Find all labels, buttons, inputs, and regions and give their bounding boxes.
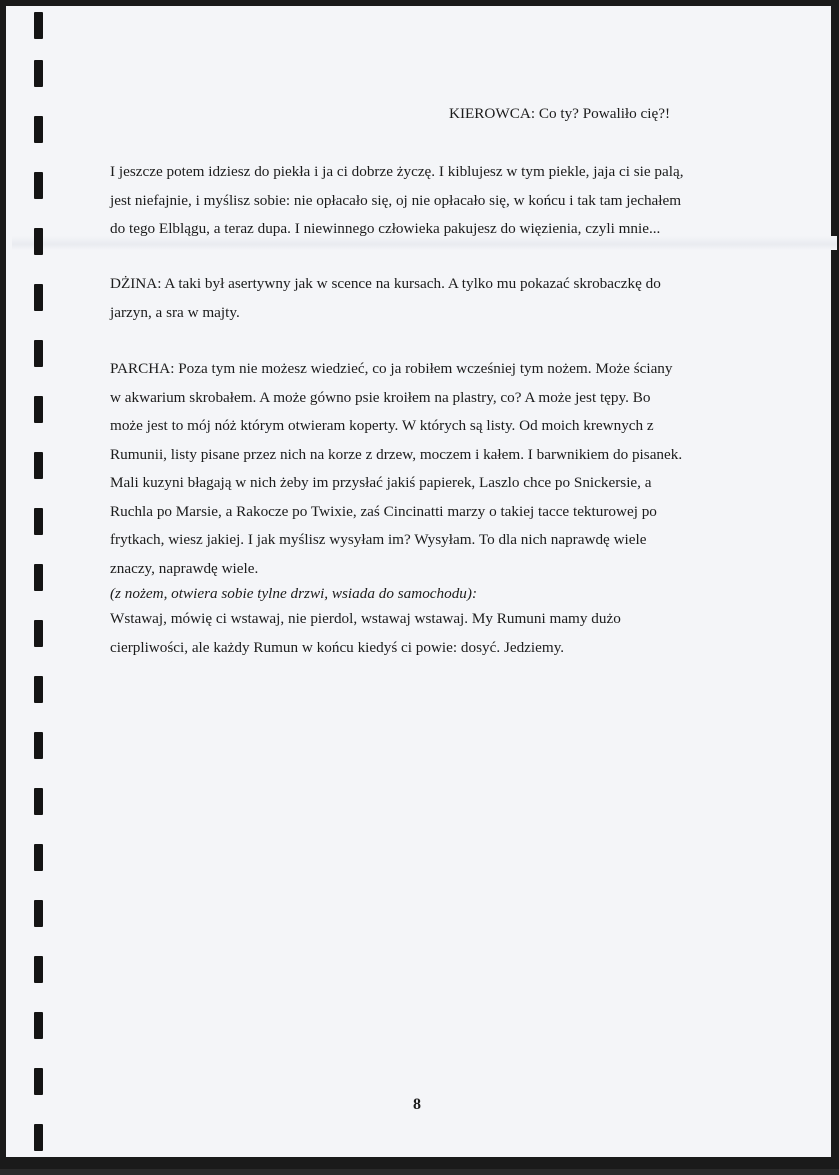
- text-line: Wstawaj, mówię ci wstawaj, nie pierdol, wstawaj wstawaj. My Rumuni mamy dużo: [110, 610, 621, 627]
- text-line: I jeszcze potem idziesz do piekła i ja ci dobrze życzę. I kiblujesz w tym piekle, jaja ci sie palą,: [110, 163, 684, 180]
- text-line: frytkach, wiesz jakiej. I jak myślisz wysyłam im? Wysyłam. To dla nich naprawdę wiele: [110, 531, 647, 548]
- binding-hole: [34, 564, 43, 591]
- binding-hole: [34, 12, 43, 39]
- paragraph-parcha: [110, 355, 770, 662]
- binding-hole: [34, 396, 43, 423]
- binding-hole: [34, 452, 43, 479]
- text-line: Ruchla po Marsie, a Rakocze po Twixie, zaś Cincinatti marzy o takiej tacce tekturowej po: [110, 502, 657, 520]
- binding-hole: [34, 676, 43, 703]
- binding-hole: [34, 900, 43, 927]
- text-line: może jest to mój nóż którym otwieram koperty. W których są listy. Od moich krewnych z: [110, 417, 654, 434]
- page-number: 8: [413, 1096, 421, 1113]
- binding-hole: [34, 844, 43, 871]
- binding-hole: [34, 620, 43, 647]
- text-line: do tego Elblągu, a teraz dupa. I niewinnego człowieka pakujesz do więzienia, czyli mnie...: [110, 220, 661, 237]
- binding-hole: [34, 788, 43, 815]
- binding-hole: [34, 340, 43, 367]
- text-line: znaczy, naprawdę wiele.: [110, 559, 259, 577]
- dialogue-line-kierowca: KIEROWCA: Co ty? Powaliło cię?!: [449, 105, 671, 122]
- binding-hole: [34, 284, 43, 311]
- text-line: cierpliwości, ale każdy Rumun w końcu kiedyś ci powie: dosyć. Jedziemy.: [110, 638, 565, 656]
- stage-direction: (z nożem, otwiera sobie tylne drzwi, wsiada do samochodu):: [110, 585, 478, 602]
- text-line: PARCHA: Poza tym nie możesz wiedzieć, co ja robiłem wcześniej tym nożem. Może ściany: [110, 360, 673, 377]
- binding-hole: [34, 1068, 43, 1095]
- binding-hole: [34, 1012, 43, 1039]
- paragraph-dzina: [110, 270, 770, 327]
- text-line: w akwarium skrobałem. A może gówno psie kroiłem na plastry, co? A może jest tępy. Bo: [110, 388, 651, 406]
- binding-hole: [34, 228, 43, 255]
- text-line: Rumunii, listy pisane przez nich na korze z drzew, moczem i kałem. I barwnikiem do pisanek.: [110, 445, 683, 463]
- binding-hole: [34, 116, 43, 143]
- spiral-binding: [34, 6, 46, 1175]
- binding-hole: [34, 732, 43, 759]
- text-line: DŻINA: A taki był asertywny jak w scence na kursach. A tylko mu pokazać skrobaczkę do: [110, 275, 661, 292]
- text-line: Mali kuzyni błagają w nich żeby im przysłać jakiś papierek, Laszlo chce po Snickersie, a: [110, 474, 652, 491]
- binding-hole: [34, 1124, 43, 1151]
- text-line: jest niefajnie, i myślisz sobie: nie opłacało się, oj nie opłacało się, w końcu i tak tam jechałem: [110, 191, 682, 209]
- binding-hole: [34, 508, 43, 535]
- paragraph-1: [110, 158, 770, 244]
- text-line: jarzyn, a sra w majty.: [110, 303, 240, 321]
- binding-hole: [34, 956, 43, 983]
- binding-hole: [34, 172, 43, 199]
- binding-hole: [34, 60, 43, 87]
